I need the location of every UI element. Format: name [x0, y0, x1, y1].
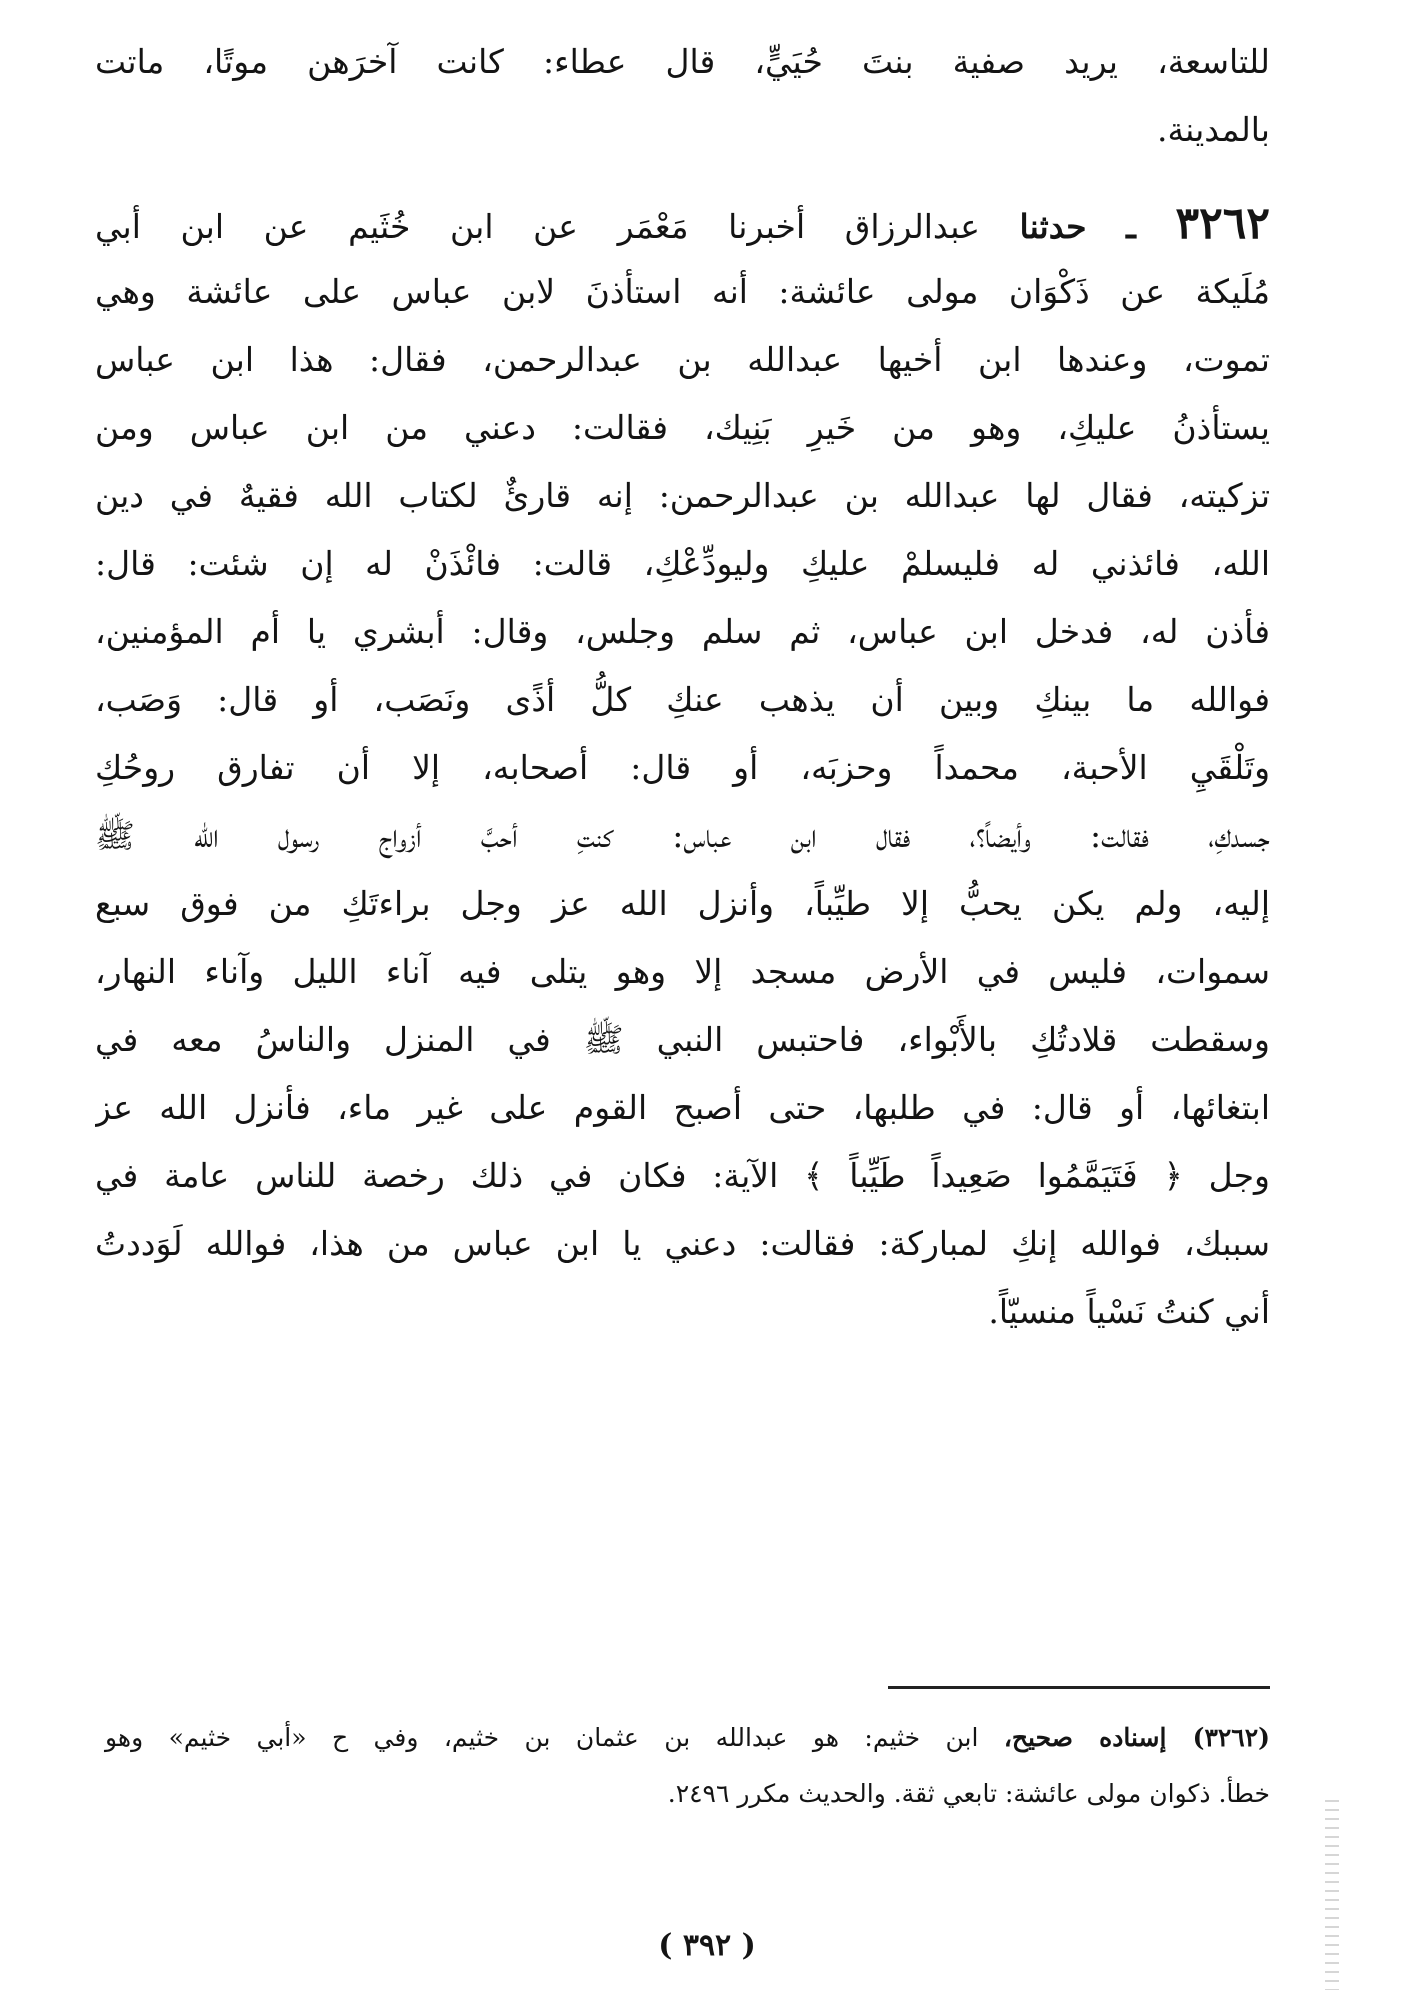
footnote	[105, 1710, 1270, 1822]
hadith-line: وتَلْقَيِ الأحبة، محمداً وحزبَه، أو قال: أصحابه، إلا أن تفارق روحُكِ	[95, 748, 1270, 787]
scan-edge-artifact	[1325, 1800, 1339, 1990]
hadith-line: ابتغائها، أو قال: في طلبها، حتى أصبح القوم على غير ماء، فأنزل الله عز	[95, 1088, 1270, 1127]
intro-line-1: للتاسعة، يريد صفية بنتَ حُيَيٍّ، قال عطاء: كانت آخرَهن موتًا، ماتت	[95, 42, 1270, 81]
hadith-line: سموات، فليس في الأرض مسجد إلا وهو يتلى فيه آناء الليل وآناء النهار،	[95, 952, 1270, 991]
hadith-line: فأذن له، فدخل ابن عباس، ثم سلم وجلس، وقال: أبشري يا أم المؤمنين،	[95, 612, 1270, 651]
hadith-line: وسقطت قلادتُكِ بالأَبْواء، فاحتبس النبي ﷺ في المنزل والناسُ معه في	[95, 1020, 1270, 1059]
hadith-line: تزكيته، فقال لها عبدالله بن عبدالرحمن: إنه قارئٌ لكتاب الله فقيهٌ في دين	[95, 476, 1270, 515]
footnote-line-1	[105, 1710, 1270, 1766]
footnote-divider	[888, 1686, 1270, 1689]
hadith-number: ٣٢٦٢	[1175, 198, 1270, 249]
hadith-line: وجل ﴿ فَتَيَمَّمُوا صَعِيداً طَيِّباً ﴾ الآية: فكان في ذلك رخصة للناس عامة في	[95, 1156, 1270, 1195]
hadith-line: يستأذنُ عليكِ، وهو من خَيرِ بَنِيك، فقالت: دعني من ابن عباس ومن	[95, 408, 1270, 447]
hadith-lead-word: حدثنا	[1019, 207, 1087, 246]
hadith-line: تموت، وعندها ابن أخيها عبدالله بن عبدالرحمن، فقال: هذا ابن عباس	[95, 340, 1270, 379]
hadith-line: جسدكِ، فقالت: وأيضاً؟، فقال ابن عباس: كنتِ أحبَّ أزواج رسول الله ﷺ	[95, 816, 1270, 855]
footnote-line-1-text: ابن خثيم: هو عبدالله بن عثمان بن خثيم، وفي ح «أبي خثيم» وهو	[105, 1723, 979, 1752]
hadith-line: إليه، ولم يكن يحبُّ إلا طيِّباً، وأنزل الله عز وجل براءتَكِ من فوق سبع	[95, 884, 1270, 923]
hadith-paragraph	[95, 190, 1270, 1346]
intro-line-2: بالمدينة.	[1156, 110, 1270, 149]
hadith-separator: ـ	[1126, 207, 1136, 246]
page-number: ( ٣٩٢ )	[658, 1928, 756, 1963]
footnote-key: (٣٢٦٢) إسناده صحيح،	[1003, 1723, 1271, 1752]
hadith-line: أني كنتُ نَسْياً منسيّاً.	[988, 1292, 1270, 1331]
hadith-line: فوالله ما بينكِ وبين أن يذهب عنكِ كلُّ أذًى ونَصَب، أو قال: وَصَب،	[95, 680, 1270, 719]
hadith-first-line	[95, 190, 1270, 258]
footnote-line-2: خطأ. ذكوان مولى عائشة: تابعي ثقة. والحديث مكرر ٢٤٩٦.	[667, 1779, 1270, 1808]
hadith-line: سببك، فوالله إنكِ لمباركة: فقالت: دعني يا ابن عباس من هذا، فوالله لَوَددتُ	[95, 1224, 1270, 1263]
hadith-line: مُلَيكة عن ذَكْوَان مولى عائشة: أنه استأذنَ لابن عباس على عائشة وهي	[95, 272, 1270, 311]
intro-paragraph	[95, 28, 1270, 164]
hadith-line: الله، فائذني له فليسلمْ عليكِ وليودِّعْكِ، قالت: فائْذَنْ له إن شئت: قال:	[95, 544, 1270, 583]
hadith-line-text: عبدالرزاق أخبرنا مَعْمَر عن ابن خُثَيم عن ابن أبي	[95, 207, 980, 246]
